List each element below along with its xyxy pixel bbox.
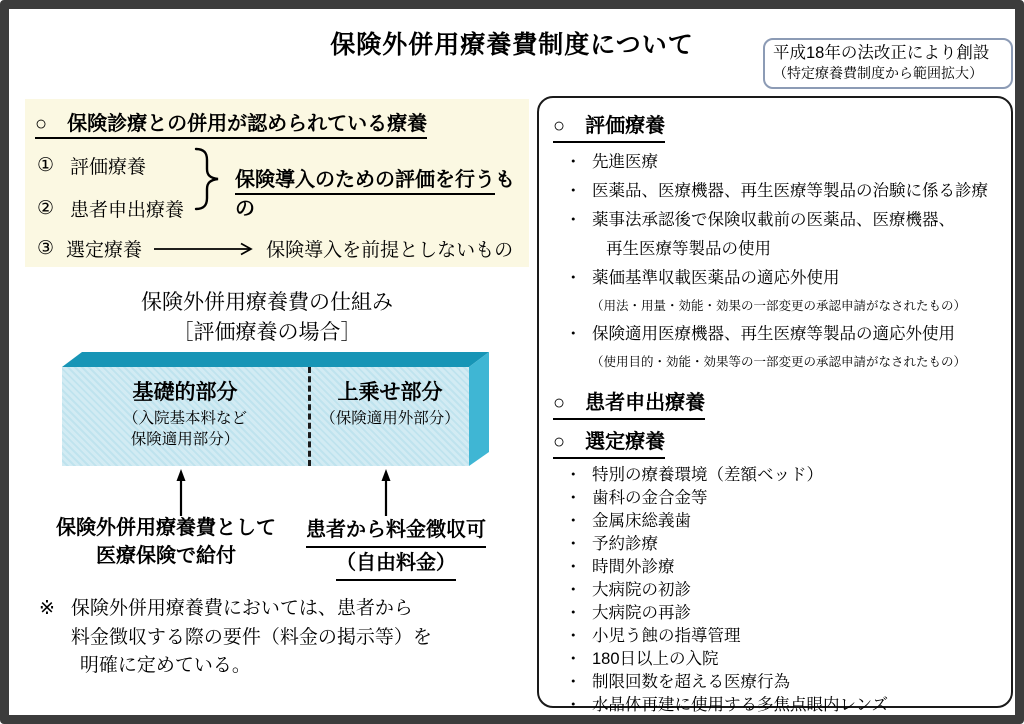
up-arrow-icon [173, 469, 189, 517]
care-type-1 [37, 152, 146, 179]
mechanism-title-line2: ［評価療養の場合］ [172, 321, 362, 345]
bullet-icon: ・ [565, 211, 582, 229]
care-type-3-number: ③ [37, 238, 55, 259]
origin-note-line2: （特定療養費制度から範囲拡大） [773, 65, 983, 82]
bullet-icon: ・ [565, 466, 582, 484]
care-type-2-label: 患者申出療養 [70, 200, 185, 221]
care-categories-panel [537, 96, 1013, 714]
list-item: ・ 予約診療 [551, 533, 1003, 556]
list-item: ・ 制限回数を超える医療行為 [551, 671, 1003, 694]
box3d-top-face [62, 352, 489, 367]
brace-note [235, 163, 529, 221]
base-portion-subtitle: （入院基本料など 保険適用部分） [122, 410, 247, 448]
care-type-2 [37, 195, 184, 222]
bullet-icon: ・ [565, 604, 582, 622]
section-heading-hyoka: ○ 評価療養 [553, 109, 1003, 143]
origin-note-box [763, 38, 1013, 89]
list-item: ・ 金属床総義歯 [551, 510, 1003, 533]
extra-portion-title: 上乗せ部分 [337, 381, 443, 404]
list-item: ・ 薬事法承認後で保険収載前の医薬品、医療機器、 [551, 206, 1003, 235]
brace-note-underlined: 保険導入のための評価を行う [235, 169, 495, 195]
bullet-icon: ・ [565, 325, 582, 343]
footnote-marker: ※ [39, 598, 55, 619]
bullet-icon: ・ [565, 650, 582, 668]
bullet-icon: ・ [565, 489, 582, 507]
combined-care-heading [35, 107, 427, 136]
section-heading-sentei: ○ 選定療養 [553, 425, 1003, 459]
list-item: ・ 歯科の金合金等 [551, 487, 1003, 510]
list-item: ・ 大病院の初診 [551, 579, 1003, 602]
insurance-benefit-label [47, 515, 285, 570]
box3d-front-face [62, 367, 469, 466]
section-heading-moushide: ○ 患者申出療養 [553, 386, 1003, 420]
mechanism-title-line1: 保険外併用療養費の仕組み [141, 291, 393, 314]
list-item: ・ 大病院の再診 [551, 602, 1003, 625]
list-item: ・ 医薬品、医療機器、再生医療等製品の治験に係る診療 [551, 177, 1003, 206]
list-item: ・ 180日以上の入院 [551, 648, 1003, 671]
bullet-icon: ・ [565, 153, 582, 171]
list-item: ・ 保険適用医療機器、再生医療等製品の適応外使用 [551, 320, 1003, 349]
patient-charge-label [301, 515, 491, 581]
care-type-3-label: 選定療養 [66, 240, 143, 261]
insurance-benefit-line1: 保険外併用療養費として [56, 517, 276, 539]
list-item-continuation: 再生医療等製品の使用 [606, 240, 771, 258]
footnote [39, 595, 432, 681]
care-type-1-number: ① [37, 155, 55, 176]
brace-icon [193, 147, 221, 211]
list-item: ・ 水晶体再建に使用する多焦点眼内レンズ [551, 694, 1003, 717]
list-item: ・ 薬価基準収載医薬品の適応外使用 [551, 264, 1003, 293]
bullet-icon: ・ [565, 512, 582, 530]
right-arrow-icon [154, 242, 254, 256]
care-type-3-note: 保険導入を前提としないもの [266, 240, 514, 261]
bullet-icon: ・ [565, 558, 582, 576]
origin-note-line1: 平成18年の法改正により創設 [773, 44, 990, 62]
page-title: 保険外併用療養費制度について [330, 31, 694, 59]
bullet-icon: ・ [565, 627, 582, 645]
list-item: ・ 先進医療 [551, 148, 1003, 177]
bullet-icon: ・ [565, 269, 582, 287]
bullet-icon: ・ [565, 182, 582, 200]
patient-charge-line2: （自由料金） [336, 548, 456, 581]
bullet-icon: ・ [565, 535, 582, 553]
list-item-note: （使用目的・効能・効果等の一部変更の承認申請がなされたもの） [591, 355, 967, 369]
mechanism-title [67, 288, 467, 349]
bullet-icon: ・ [565, 581, 582, 599]
care-type-2-number: ② [37, 198, 55, 219]
footnote-text: 保険外併用療養費においては、患者から 料金徴収する際の要件（料金の掲示等）を 明確に定めている。 [70, 598, 432, 676]
brace-note-tail: もの [235, 169, 515, 220]
bullet-icon: ・ [565, 696, 582, 714]
insurance-benefit-line2: 医療保険で給付 [96, 544, 236, 567]
care-type-3 [37, 235, 513, 262]
care-type-1-label: 評価療養 [70, 157, 147, 178]
extra-portion-cell [311, 367, 469, 466]
base-portion-cell [62, 367, 311, 466]
base-portion-title: 基礎的部分 [132, 381, 238, 404]
list-item: ・ 時間外診療 [551, 556, 1003, 579]
combined-care-box [25, 99, 529, 267]
box3d-side-face [469, 352, 489, 466]
combined-care-heading-text: ○ 保険診療との併用が認められている療養 [35, 113, 427, 139]
list-item-note: （用法・用量・効能・効果の一部変更の承認申請がなされたもの） [591, 299, 967, 313]
bullet-icon: ・ [565, 673, 582, 691]
patient-charge-line1: 患者から料金徴収可 [306, 515, 486, 548]
list-item: ・ 小児う蝕の指導管理 [551, 625, 1003, 648]
up-arrow-icon [378, 469, 394, 517]
list-item: ・ 特別の療養環境（差額ベッド） [551, 464, 1003, 487]
extra-portion-subtitle: （保険適用外部分） [320, 410, 460, 427]
